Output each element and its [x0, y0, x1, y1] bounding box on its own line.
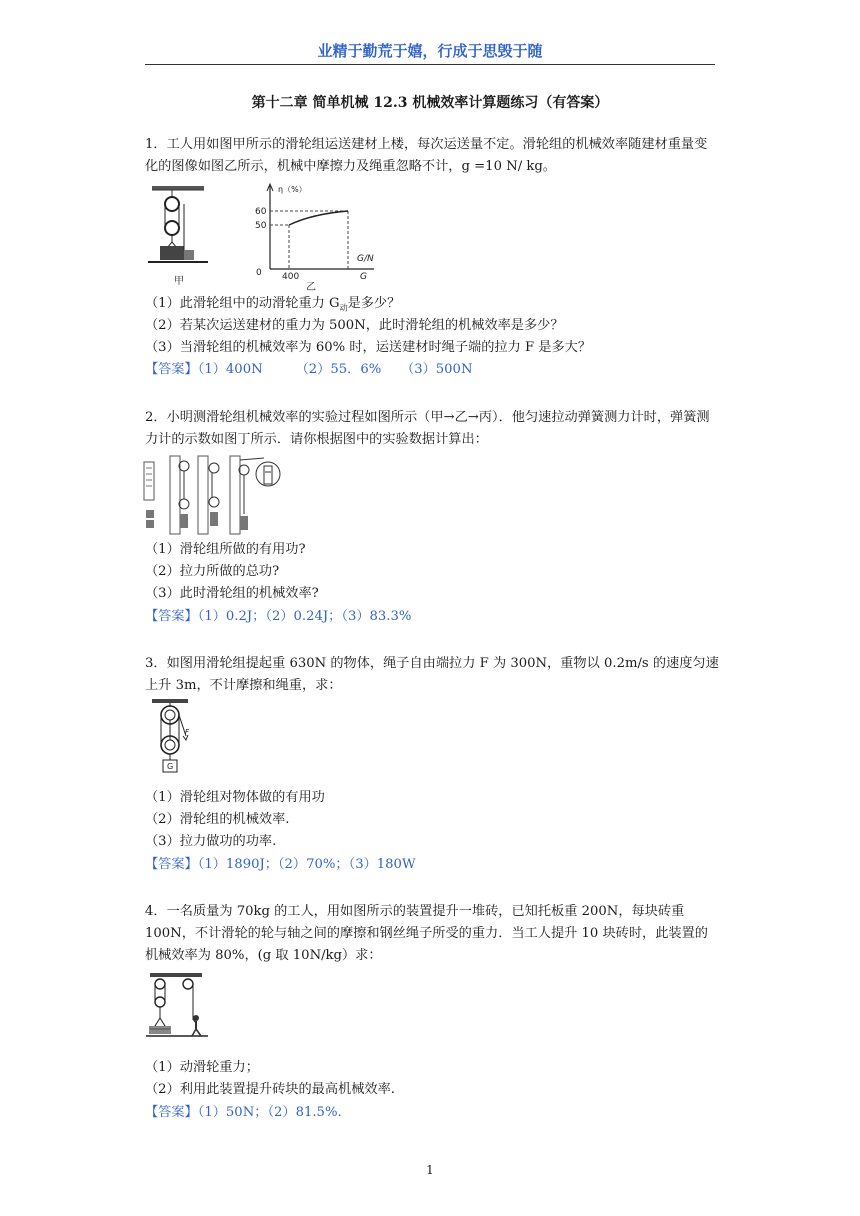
- header-rule: [145, 64, 715, 65]
- question-3-sub-3: （3）拉力做功的功率.: [145, 834, 277, 849]
- q2-experiment-figure: [140, 454, 285, 540]
- question-2-sub-2: （2）拉力所做的总功?: [145, 564, 280, 579]
- question-2-sub-1: （1）滑轮组所做的有用功?: [145, 542, 306, 557]
- chart-origin: 0: [256, 268, 262, 278]
- question-1-text: 1．工人用如图甲所示的滑轮组运送建材上楼，每次运送量不定。滑轮组的机械效率随建材重量变化的图像如图乙所示，机械中摩擦力及绳重忽略不计，g =10 N/ kg。: [145, 137, 708, 174]
- q4-worker-figure: [144, 972, 210, 1044]
- question-2-sub-3: （3）此时滑轮组的机械效率?: [145, 586, 319, 601]
- chart-xlabel: G/N: [357, 254, 374, 264]
- q3-force-label: F: [185, 728, 190, 736]
- question-1-answer: 【答案】（1）400N （2）55．6% （3）500N: [145, 362, 473, 377]
- page-number: 1: [426, 1163, 434, 1177]
- chart-xtick-g: G: [360, 272, 367, 282]
- page-header: 业精于勤荒于嬉，行成于思毁于随: [317, 42, 543, 60]
- chart-ytick-60: 60: [255, 207, 267, 217]
- question-4-answer: 【答案】（1）50N；（2）81.5%.: [145, 1105, 342, 1120]
- q1-figure-a-pulley: [148, 184, 210, 292]
- chart-ytick-50: 50: [255, 221, 267, 231]
- question-2-text: 2．小明测滑轮组机械效率的实验过程如图所示（甲→乙→丙）．他匀速拉动弹簧测力计时，弹簧测力计的示数如图丁所示．请你根据图中的实验数据计算出：: [145, 410, 710, 447]
- q3-weight-label: G: [167, 762, 174, 771]
- chart-ylabel: η（%）: [278, 185, 307, 194]
- q3-pulley-figure: [148, 698, 194, 776]
- question-4-sub-1: （1）动滑轮重力；: [145, 1060, 259, 1075]
- question-1-sub-3: （3）当滑轮组的机械效率为 60% 时，运送建材时绳子端的拉力 F 是多大？: [145, 340, 592, 355]
- question-2-answer: 【答案】（1）0.2J；（2）0.24J；（3）83.3%: [145, 609, 412, 624]
- document-title: 第十二章 简单机械 12.3 机械效率计算题练习（有答案）: [251, 95, 609, 111]
- question-3-sub-2: （2）滑轮组的机械效率.: [145, 812, 290, 827]
- chart-xtick-400: 400: [282, 272, 300, 282]
- question-1-sub-2: （2）若某次运送建材的重力为 500N，此时滑轮组的机械效率是多少？: [145, 318, 564, 333]
- question-1-sub-1: （1）此滑轮组中的动滑轮重力 $G_动$是多少？: [145, 296, 401, 313]
- question-4-sub-2: （2）利用此装置提升砖块的最高机械效率.: [145, 1082, 395, 1097]
- q1-efficiency-chart: [252, 182, 382, 294]
- question-3-sub-1: （1）滑轮组对物体做的有用功: [145, 790, 325, 805]
- question-4-text: 4．一名质量为 70kg 的工人，用如图所示的装置提升一堆砖，已知托板重 200N，每块砖重 100N，不计滑轮的轮与轴之间的摩擦和钢丝绳子所受的重力．当工人提升 10 块砖时，此装置的机械效率为 80%，(g 取 10N/kg）求：: [145, 904, 708, 963]
- question-3-answer: 【答案】（1）1890J；（2）70%；（3）180W: [145, 857, 416, 872]
- question-3-text: 3．如图用滑轮组提起重 630N 的物体，绳子自由端拉力 F 为 300N，重物以 0.2m/s 的速度匀速上升 3m，不计摩擦和绳重，求：: [145, 656, 719, 693]
- q1-figure-a-label: 甲: [174, 276, 184, 287]
- q1-figure-b-label: 乙: [306, 282, 316, 293]
